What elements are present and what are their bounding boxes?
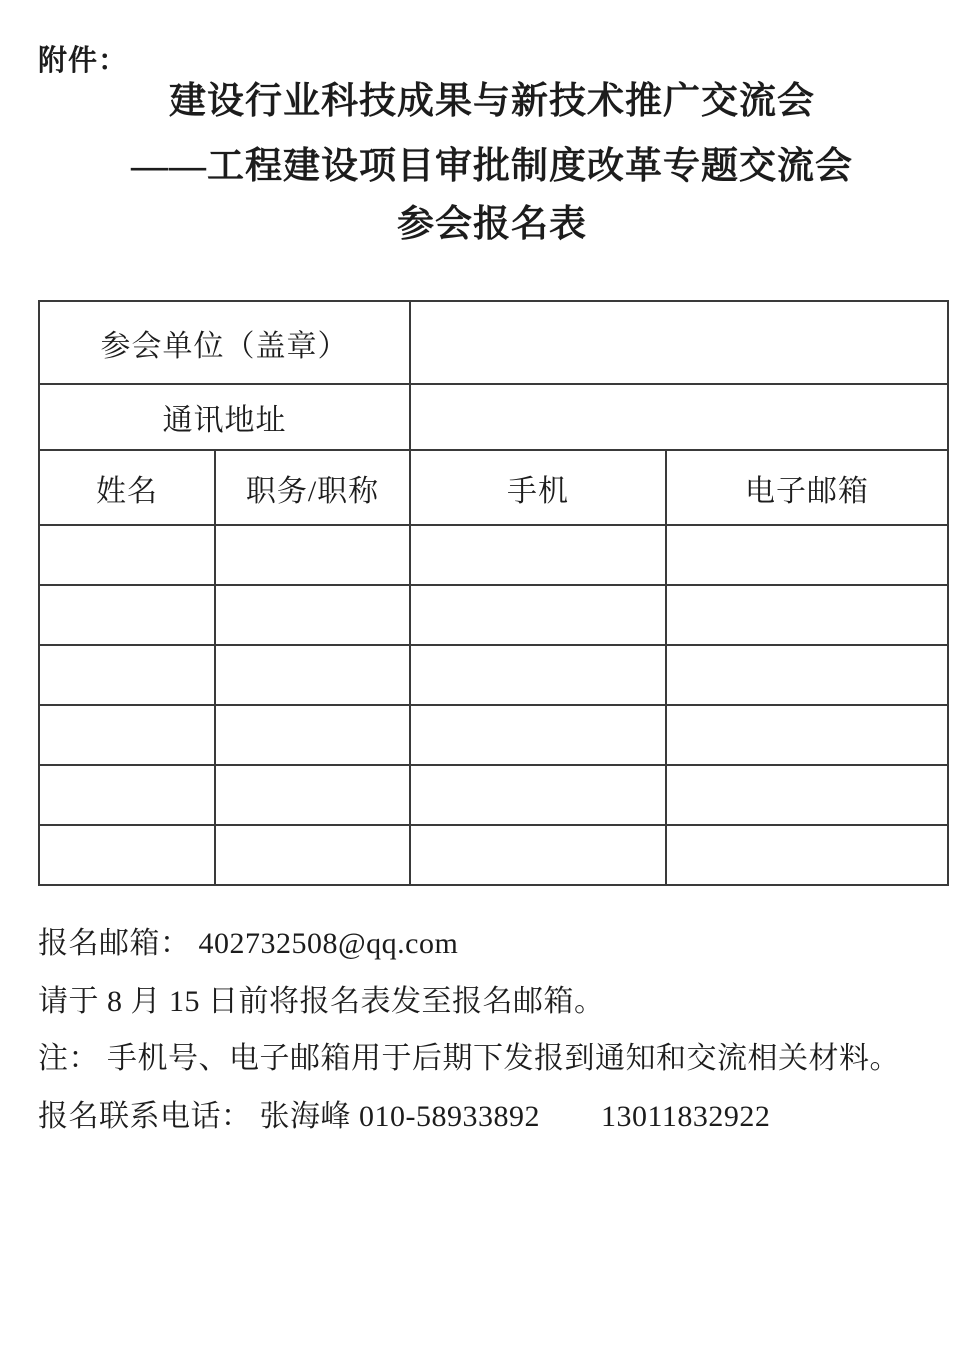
attendee-5-email-field[interactable] [666,765,948,825]
column-header-mobile: 手机 [410,450,666,525]
attendee-1-email-field[interactable] [666,525,948,585]
attendee-6-name-field[interactable] [39,825,215,885]
attendee-1-mobile-field[interactable] [410,525,666,585]
deadline-line: 请于 8 月 15 日前将报名表发至报名邮箱。 [38,985,605,1018]
table-row-unit [39,301,948,384]
attendee-1-title-field[interactable] [215,525,410,585]
attendee-4-name-field[interactable] [39,705,215,765]
table-row-address [39,384,948,450]
attendee-5-name-field[interactable] [39,765,215,825]
contact-phone-line: 报名联系电话： 张海峰 010-58933892 13011832922 [38,1100,771,1133]
document-title-line-2: ——工程建设项目审批制度改革专题交流会 [131,146,853,187]
attendee-5-title-field[interactable] [215,765,410,825]
attendee-row-4 [39,705,948,765]
unit-seal-field[interactable] [410,301,948,384]
attendee-2-mobile-field[interactable] [410,585,666,645]
attendee-3-title-field[interactable] [215,645,410,705]
attendee-2-email-field[interactable] [666,585,948,645]
attendee-4-title-field[interactable] [215,705,410,765]
attendee-4-email-field[interactable] [666,705,948,765]
column-header-email: 电子邮箱 [666,450,948,525]
attendee-6-mobile-field[interactable] [410,825,666,885]
attendee-5-mobile-field[interactable] [410,765,666,825]
attendee-6-title-field[interactable] [215,825,410,885]
document-title-line-1: 建设行业科技成果与新技术推广交流会 [169,81,815,122]
attendee-6-email-field[interactable] [666,825,948,885]
attendee-2-title-field[interactable] [215,585,410,645]
column-header-title: 职务/职称 [215,450,410,525]
unit-seal-label: 参会单位（盖章） [39,301,410,384]
remark-line: 注： 手机号、电子邮箱用于后期下发报到通知和交流相关材料。 [38,1042,900,1075]
attendee-3-email-field[interactable] [666,645,948,705]
address-label: 通讯地址 [39,384,410,450]
column-header-name: 姓名 [39,450,215,525]
attendee-row-3 [39,645,948,705]
registration-email-line: 报名邮箱： 402732508@qq.com [38,927,459,960]
attendee-row-2 [39,585,948,645]
attendee-3-name-field[interactable] [39,645,215,705]
attendee-4-mobile-field[interactable] [410,705,666,765]
table-header-row [39,450,948,525]
attendee-row-5 [39,765,948,825]
attendee-row-6 [39,825,948,885]
attendee-3-mobile-field[interactable] [410,645,666,705]
registration-table [38,300,949,886]
address-field[interactable] [410,384,948,450]
attendee-1-name-field[interactable] [39,525,215,585]
document-title-line-3: 参会报名表 [397,204,587,245]
attendee-2-name-field[interactable] [39,585,215,645]
attendee-row-1 [39,525,948,585]
attachment-label: 附件： [38,43,129,77]
